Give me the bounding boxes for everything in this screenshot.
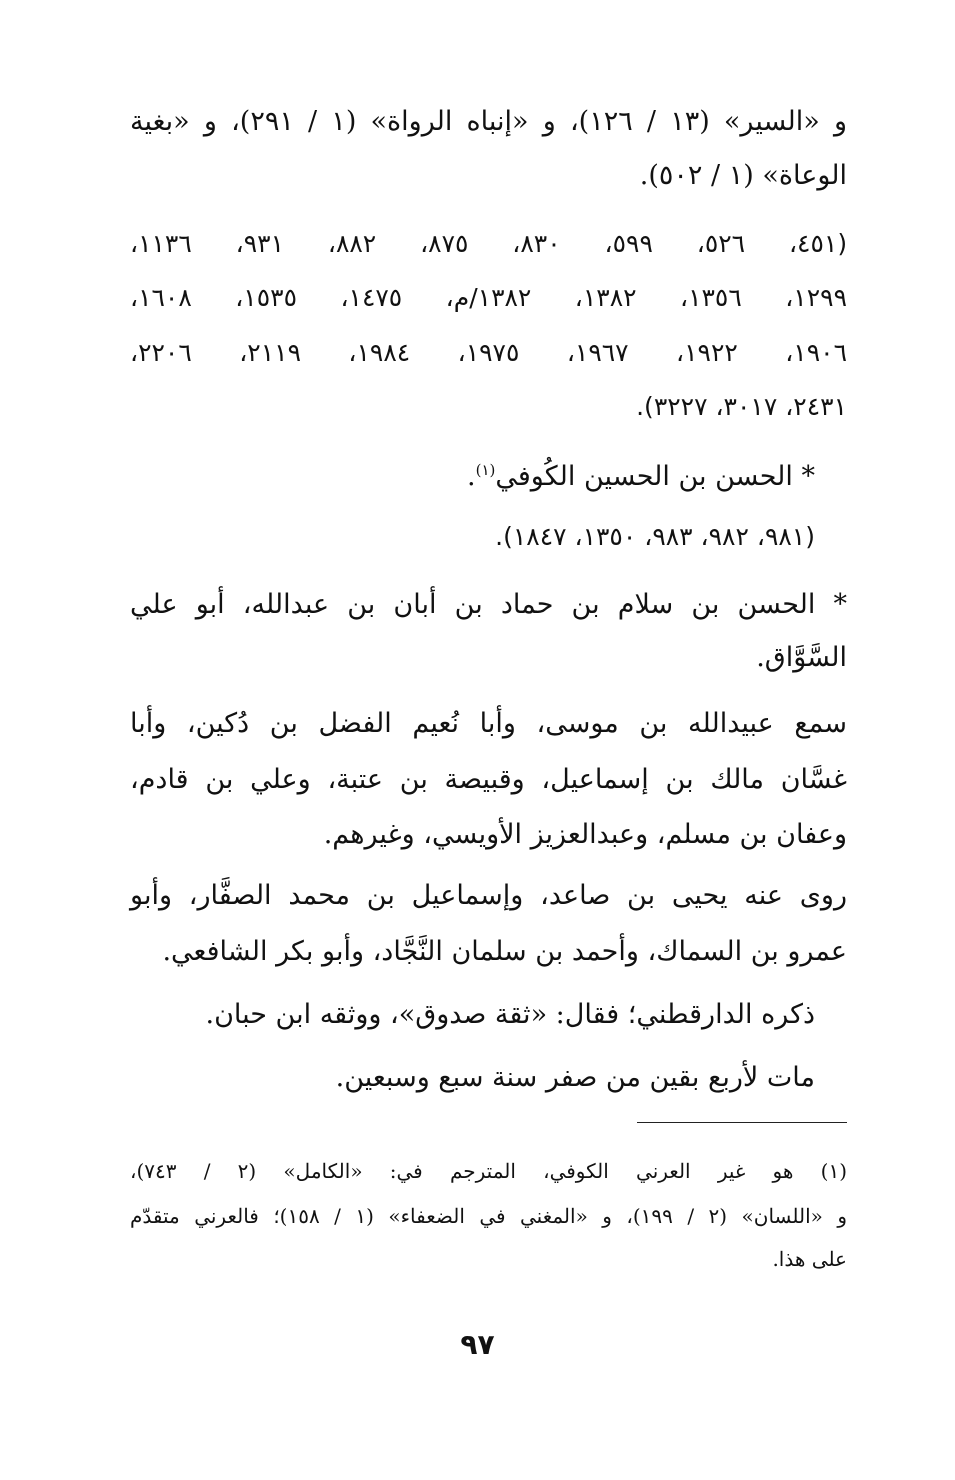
text-line: وعفان بن مسلم، وعبدالعزيز الأويسي، وغيرهم. xyxy=(323,819,847,850)
number-list-line: ٢٤٣١، ٣٠١٧، ٣٢٢٧). xyxy=(636,392,847,421)
number-list-line: ١٩٠٦، ١٩٢٢، ١٩٦٧، ١٩٧٥، ١٩٨٤، ٢١١٩، ٢٢٠٦، xyxy=(130,338,848,367)
footnote-separator xyxy=(637,1122,847,1123)
text-line: روى عنه يحيى بن صاعد، وإسماعيل بن محمد الصفَّار، وأبو xyxy=(130,880,847,911)
text-line: و «السير» (١٣ / ١٢٦)، و «إنباه الرواة» (١ / ٢٩١)، و «بغية xyxy=(130,106,848,137)
entry-heading-end: . xyxy=(466,461,476,492)
text-line: غسَّان مالك بن إسماعيل، وقبيصة بن عتبة، وعلي بن قادم، xyxy=(130,764,847,795)
entry-heading-text: * الحسن بن الحسين الكُوفي xyxy=(495,461,815,492)
footnote-line: و «اللسان» (٢ / ١٩٩)، و «المغني في الضعفاء» (١ / ١٥٨)؛ فالعرني متقدّم xyxy=(130,1204,848,1228)
text-line: مات لأربع بقين من صفر سنة سبع وسبعين. xyxy=(335,1062,815,1093)
number-list-line: (٤٥١، ٥٢٦، ٥٩٩، ٨٣٠، ٨٧٥، ٨٨٢، ٩٣١، ١١٣٦، xyxy=(130,229,848,258)
footnote-reference: (١) xyxy=(475,461,496,479)
number-list-line: ١٢٩٩، ١٣٥٦، ١٣٨٢، ١٣٨٢/م، ١٤٧٥، ١٥٣٥، ١٦٠٨، xyxy=(130,283,848,312)
text-line: سمع عبيدالله بن موسى، وأبا نُعيم الفضل بن دُكين، وأبا xyxy=(130,708,847,739)
entry-heading xyxy=(467,450,815,497)
text-line: الوعاة» (١ / ٥٠٢). xyxy=(639,160,847,191)
number-list-line: (٩٨١، ٩٨٢، ٩٨٣، ١٣٥٠، ١٨٤٧). xyxy=(495,522,815,551)
footnote-line: على هذا. xyxy=(772,1247,847,1271)
text-line: السَّوَّاق. xyxy=(756,642,847,673)
page-number: ٩٧ xyxy=(460,1328,495,1361)
footnote-line: (١) هو غير العرني الكوفي، المترجم في: «الكامل» (٢ / ٧٤٣)، xyxy=(130,1159,848,1183)
text-line: عمرو بن السماك، وأحمد بن سلمان النَّجَّاد، وأبو بكر الشافعي. xyxy=(162,936,847,967)
text-line: ذكره الدارقطني؛ فقال: «ثقة صدوق»، ووثقه ابن حبان. xyxy=(205,999,815,1030)
entry-heading: * الحسن بن سلام بن حماد بن أبان بن عبدالله، أبو علي xyxy=(130,589,847,620)
